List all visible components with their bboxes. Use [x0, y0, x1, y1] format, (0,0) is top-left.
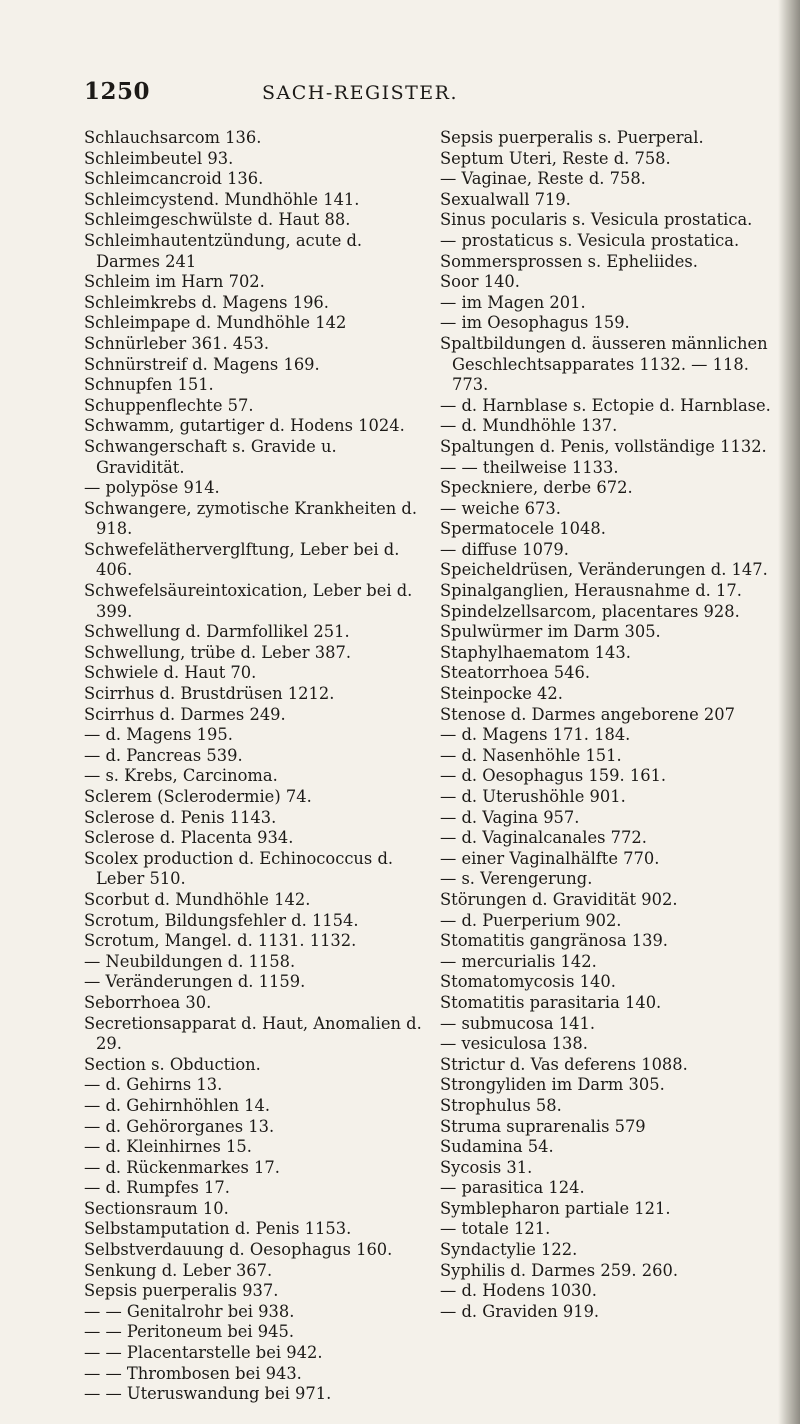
index-entry: — d. Rückenmarkes 17.	[84, 1157, 280, 1177]
index-entry: Schwellung d. Darmfollikel 251.	[84, 622, 350, 642]
index-entry: — submucosa 141.	[440, 1013, 596, 1033]
index-entry: — s. Verengerung.	[440, 869, 593, 889]
index-entry: — parasitica 124.	[440, 1178, 585, 1198]
index-column-left	[84, 128, 426, 1405]
index-entry: — d. Puerperium 902.	[440, 910, 622, 930]
index-entry: — einer Vaginalhälfte 770.	[440, 848, 660, 868]
index-entry: Seborrhoea 30.	[84, 992, 212, 1012]
index-entry: — d. Nasenhöhle 151.	[440, 745, 622, 765]
index-entry: — im Oesophagus 159.	[440, 313, 630, 333]
index-entry: — d. Vaginalcanales 772.	[440, 828, 647, 848]
index-entry: Scolex production d. Echinococcus d. Leber 510.	[84, 848, 394, 889]
index-entry: Strongyliden im Darm 305.	[440, 1075, 665, 1095]
index-entry: — polypöse 914.	[84, 478, 220, 498]
index-entry: — — theilweise 1133.	[440, 457, 619, 477]
index-entry: Stomatomycosis 140.	[440, 972, 616, 992]
index-entry: Sepsis puerperalis 937.	[84, 1281, 279, 1301]
index-entry: — prostaticus s. Vesicula prostatica.	[440, 230, 740, 250]
index-entry: Selbstverdauung d. Oesophagus 160.	[84, 1240, 393, 1260]
index-entry: Schwefelsäureintoxication, Leber bei d. 399.	[84, 581, 413, 621]
running-title: SACH-REGISTER.	[262, 82, 459, 104]
index-entry: — d. Gehirns 13.	[84, 1075, 223, 1095]
index-entry: Scrotum, Mangel. d. 1131. 1132.	[84, 931, 357, 951]
index-entry: Schleimbeutel 93.	[84, 148, 234, 168]
index-entry: — s. Krebs, Carcinoma.	[84, 766, 278, 786]
index-entry: — — Peritoneum bei 945.	[84, 1322, 295, 1342]
index-entry: — mercurialis 142.	[440, 951, 597, 971]
index-entry: Sectionsraum 10.	[84, 1198, 229, 1218]
page-edge-shadow	[778, 0, 800, 1424]
index-entry: Schleimkrebs d. Magens 196.	[84, 292, 329, 312]
index-entry: Senkung d. Leber 367.	[84, 1260, 273, 1280]
index-entry: Schnürstreif d. Magens 169.	[84, 354, 320, 374]
index-entry: Schleimcancroid 136.	[84, 169, 264, 189]
index-entry: — d. Mundhöhle 137.	[440, 416, 618, 436]
index-entry: Schwangere, zymotische Krankheiten d. 918.	[84, 498, 418, 539]
index-column-right	[440, 128, 772, 1322]
index-entry: Speicheldrüsen, Veränderungen d. 147.	[440, 560, 768, 580]
index-entry: Schwangerschaft s. Gravide u. Gravidität.	[84, 436, 337, 477]
index-entry: — — Thrombosen bei 943.	[84, 1363, 302, 1383]
index-entry: Scirrhus d. Brustdrüsen 1212.	[84, 684, 335, 704]
index-entry: Schwellung, trübe d. Leber 387.	[84, 642, 352, 662]
index-entry: Schwefelätherverglftung, Leber bei d. 406.	[84, 539, 400, 580]
index-entry: — d. Gehirnhöhlen 14.	[84, 1095, 271, 1115]
index-entry: Steinpocke 42.	[440, 684, 563, 704]
page-header	[84, 78, 704, 112]
index-entry: — d. Gehörorganes 13.	[84, 1116, 275, 1136]
index-entry: Spinalganglien, Herausnahme d. 17.	[440, 581, 742, 601]
index-entry: Schwiele d. Haut 70.	[84, 663, 257, 683]
index-entry: Stomatitis gangränosa 139.	[440, 931, 668, 951]
index-entry: Spaltbildungen d. äusseren männlichen Geschlechtsapparates 1132. — 118. 773.	[440, 333, 768, 395]
index-entry: — d. Rumpfes 17.	[84, 1178, 230, 1198]
index-entry: Section s. Obduction.	[84, 1054, 261, 1074]
index-entry: Symblepharon partiale 121.	[440, 1198, 671, 1218]
index-entry: Schlauchsarcom 136.	[84, 128, 262, 147]
index-entry: Scorbut d. Mundhöhle 142.	[84, 889, 311, 909]
index-entry: Struma suprarenalis 579	[440, 1116, 646, 1136]
index-entry: Syndactylie 122.	[440, 1240, 578, 1260]
index-entry: Sycosis 31.	[440, 1157, 533, 1177]
index-entry: Strophulus 58.	[440, 1095, 562, 1115]
index-entry: Steatorrhoea 546.	[440, 663, 591, 683]
index-entry: Sudamina 54.	[440, 1137, 554, 1157]
index-entry: — d. Magens 171. 184.	[440, 725, 631, 745]
index-entry: — d. Vagina 957.	[440, 807, 580, 827]
index-entry: Schwamm, gutartiger d. Hodens 1024.	[84, 416, 405, 436]
index-entry: Schleimpape d. Mundhöhle 142	[84, 313, 347, 333]
index-entry: — Veränderungen d. 1159.	[84, 972, 306, 992]
index-entry: Syphilis d. Darmes 259. 260.	[440, 1260, 679, 1280]
index-entry: — d. Pancreas 539.	[84, 745, 243, 765]
index-entry: Sinus pocularis s. Vesicula prostatica.	[440, 210, 753, 230]
index-entry: — d. Oesophagus 159. 161.	[440, 766, 667, 786]
index-entry: — im Magen 201.	[440, 292, 586, 312]
index-entry: Sclerose d. Penis 1143.	[84, 807, 277, 827]
index-entry: Sexualwall 719.	[440, 189, 571, 209]
index-entry: Sclerem (Sclerodermie) 74.	[84, 787, 312, 806]
index-entry: Spaltungen d. Penis, vollständige 1132.	[440, 436, 767, 456]
index-entry: — — Genitalrohr bei 938.	[84, 1301, 295, 1321]
index-entry: — d. Graviden 919.	[440, 1301, 600, 1321]
index-entry: Spulwürmer im Darm 305.	[440, 622, 661, 642]
index-entry: — weiche 673.	[440, 498, 561, 518]
index-entry: — — Placentarstelle bei 942.	[84, 1343, 323, 1363]
index-entry: — — Uteruswandung bei 971.	[84, 1384, 332, 1404]
index-entry: Schuppenflechte 57.	[84, 395, 254, 415]
index-entry: — d. Harnblase s. Ectopie d. Harnblase.	[440, 395, 771, 415]
index-entry: Schleimgeschwülste d. Haut 88.	[84, 210, 351, 230]
index-entry: — d. Kleinhirnes 15.	[84, 1137, 252, 1157]
index-entry: Sommersprossen s. Epheliides.	[440, 251, 698, 271]
index-entry: Secretionsapparat d. Haut, Anomalien d. 29.	[84, 1013, 422, 1054]
index-entry: Strictur d. Vas deferens 1088.	[440, 1054, 688, 1074]
index-entry: Speckniere, derbe 672.	[440, 478, 633, 498]
index-entry: Stenose d. Darmes angeborene 207	[440, 704, 735, 724]
index-entry: Scrotum, Bildungsfehler d. 1154.	[84, 910, 359, 930]
index-entry: — Vaginae, Reste d. 758.	[440, 169, 646, 189]
index-entry: Schleimhautentzündung, acute d. Darmes 241	[84, 230, 363, 271]
index-entry: — totale 121.	[440, 1219, 551, 1239]
index-entry: Scirrhus d. Darmes 249.	[84, 704, 286, 724]
index-entry: — d. Uterushöhle 901.	[440, 787, 626, 806]
index-entry: Schnürleber 361. 453.	[84, 333, 270, 353]
index-entry: Schleim im Harn 702.	[84, 272, 265, 292]
index-entry: Sclerose d. Placenta 934.	[84, 828, 294, 848]
index-entry: Selbstamputation d. Penis 1153.	[84, 1219, 352, 1239]
index-entry: — Neubildungen d. 1158.	[84, 951, 296, 971]
index-entry: — vesiculosa 138.	[440, 1034, 588, 1054]
index-entry: Staphylhaematom 143.	[440, 642, 631, 662]
index-entry: — diffuse 1079.	[440, 539, 569, 559]
index-entry: Sepsis puerperalis s. Puerperal.	[440, 128, 704, 147]
index-entry: Störungen d. Gravidität 902.	[440, 889, 678, 909]
index-entry: Schleimcystend. Mundhöhle 141.	[84, 189, 360, 209]
index-entry: — d. Magens 195.	[84, 725, 233, 745]
index-entry: Spindelzellsarcom, placentares 928.	[440, 601, 740, 621]
index-entry: Soor 140.	[440, 272, 520, 292]
index-entry: — d. Hodens 1030.	[440, 1281, 597, 1301]
index-entry: Stomatitis parasitaria 140.	[440, 992, 662, 1012]
index-entry: Schnupfen 151.	[84, 375, 214, 395]
index-entry: Spermatocele 1048.	[440, 519, 606, 539]
page-number: 1250	[84, 78, 151, 105]
index-entry: Septum Uteri, Reste d. 758.	[440, 148, 671, 168]
